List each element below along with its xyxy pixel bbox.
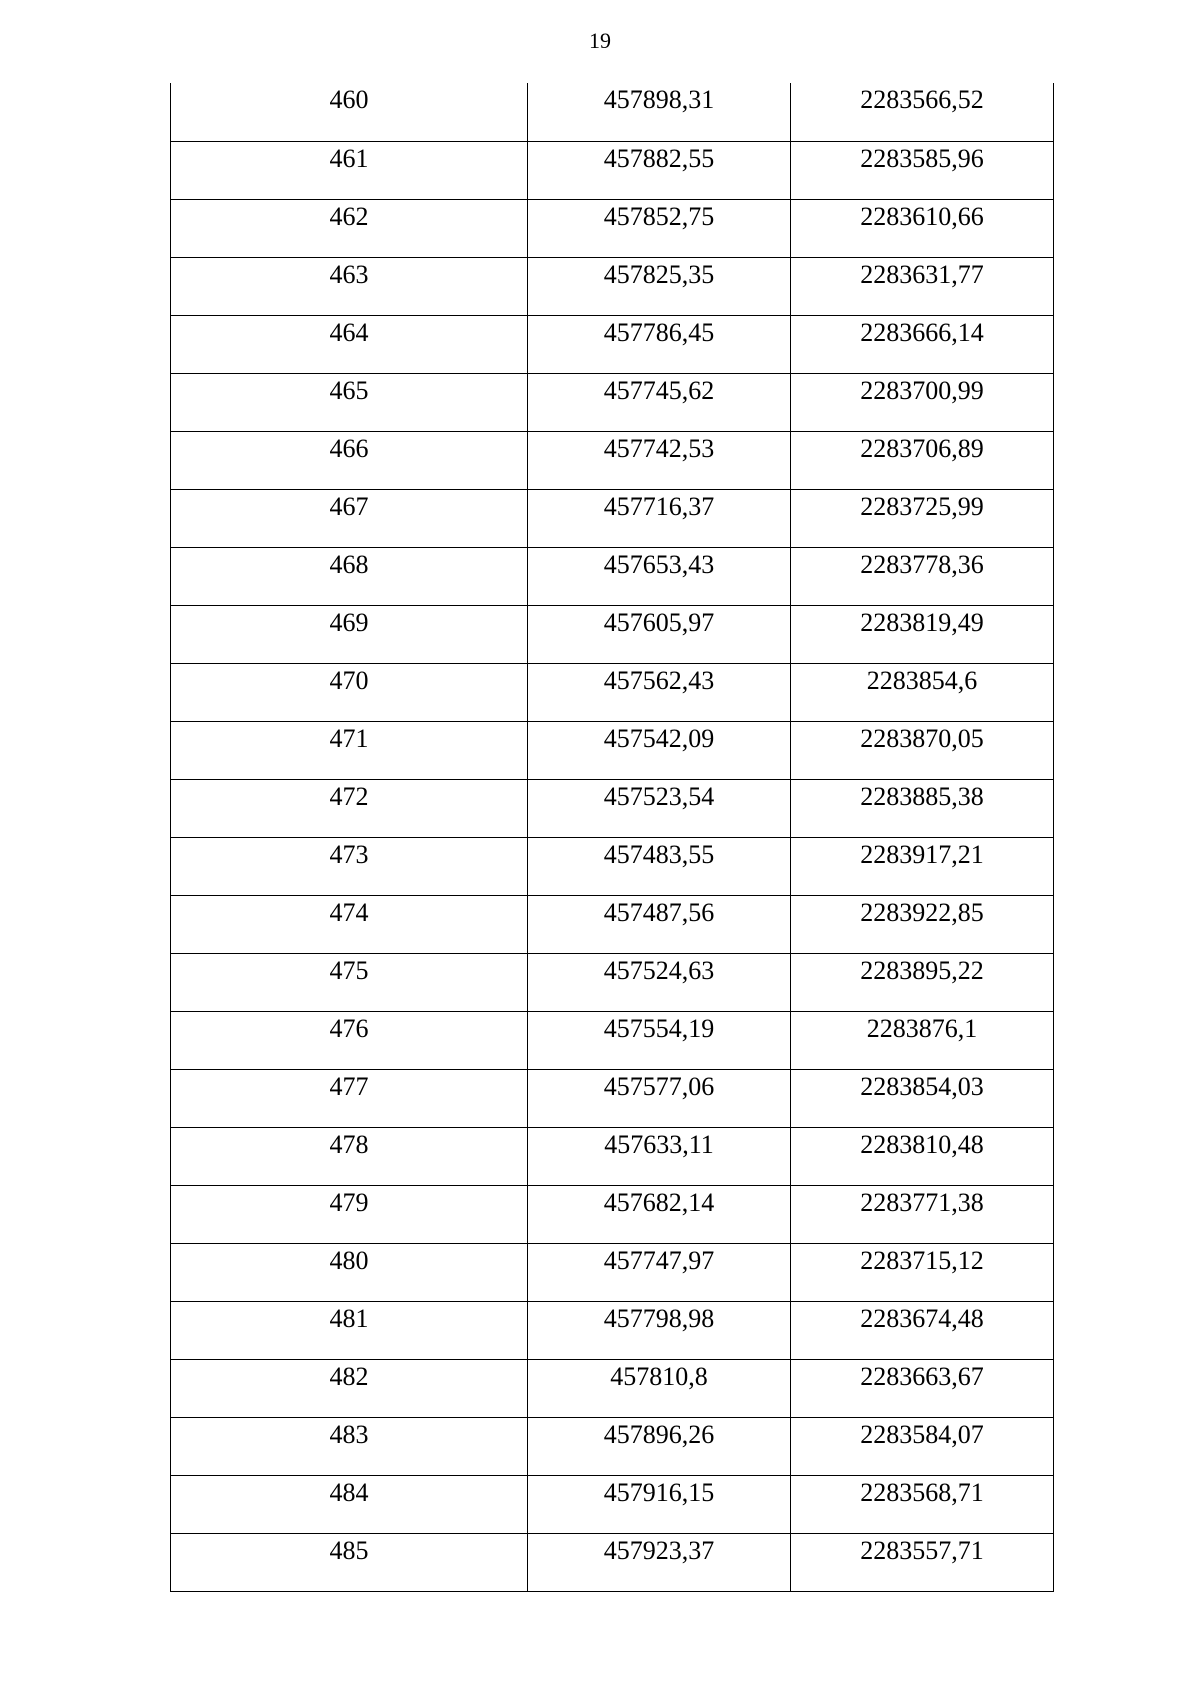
table-row [171,83,1054,141]
point-number-cell: 473 [171,837,528,895]
x-coordinate-cell: 457852,75 [528,199,791,257]
point-number-cell: 468 [171,547,528,605]
table-row [171,257,1054,315]
x-coordinate-cell: 457786,45 [528,315,791,373]
y-coordinate-cell: 2283663,67 [791,1359,1054,1417]
point-number-cell: 467 [171,489,528,547]
table-row [171,953,1054,1011]
point-number-cell: 474 [171,895,528,953]
x-coordinate-cell: 457524,63 [528,953,791,1011]
point-number-cell: 472 [171,779,528,837]
point-number-cell: 461 [171,141,528,199]
y-coordinate-cell: 2283557,71 [791,1533,1054,1591]
x-coordinate-cell: 457653,43 [528,547,791,605]
table-row [171,431,1054,489]
point-number-cell: 482 [171,1359,528,1417]
x-coordinate-cell: 457562,43 [528,663,791,721]
page-number: 19 [589,28,611,53]
point-number-cell: 481 [171,1301,528,1359]
table-row [171,1011,1054,1069]
y-coordinate-cell: 2283584,07 [791,1417,1054,1475]
y-coordinate-cell: 2283706,89 [791,431,1054,489]
table-row [171,315,1054,373]
y-coordinate-cell: 2283885,38 [791,779,1054,837]
point-number-cell: 485 [171,1533,528,1591]
x-coordinate-cell: 457923,37 [528,1533,791,1591]
coordinates-table [170,83,1054,1592]
point-number-cell: 465 [171,373,528,431]
table-row [171,489,1054,547]
point-number-cell: 475 [171,953,528,1011]
table-row [171,605,1054,663]
point-number-cell: 480 [171,1243,528,1301]
x-coordinate-cell: 457487,56 [528,895,791,953]
x-coordinate-cell: 457605,97 [528,605,791,663]
point-number-cell: 476 [171,1011,528,1069]
point-number-cell: 483 [171,1417,528,1475]
y-coordinate-cell: 2283876,1 [791,1011,1054,1069]
table-row [171,373,1054,431]
point-number-cell: 469 [171,605,528,663]
table-row [171,199,1054,257]
point-number-cell: 470 [171,663,528,721]
y-coordinate-cell: 2283631,77 [791,257,1054,315]
y-coordinate-cell: 2283771,38 [791,1185,1054,1243]
y-coordinate-cell: 2283870,05 [791,721,1054,779]
y-coordinate-cell: 2283854,6 [791,663,1054,721]
x-coordinate-cell: 457554,19 [528,1011,791,1069]
table-row [171,1533,1054,1591]
point-number-cell: 460 [171,83,528,141]
table-row [171,663,1054,721]
x-coordinate-cell: 457810,8 [528,1359,791,1417]
x-coordinate-cell: 457682,14 [528,1185,791,1243]
table-row [171,1417,1054,1475]
x-coordinate-cell: 457523,54 [528,779,791,837]
table-row [171,547,1054,605]
table-row [171,1185,1054,1243]
table-row [171,1243,1054,1301]
x-coordinate-cell: 457742,53 [528,431,791,489]
y-coordinate-cell: 2283854,03 [791,1069,1054,1127]
x-coordinate-cell: 457916,15 [528,1475,791,1533]
point-number-cell: 462 [171,199,528,257]
y-coordinate-cell: 2283566,52 [791,83,1054,141]
x-coordinate-cell: 457898,31 [528,83,791,141]
x-coordinate-cell: 457577,06 [528,1069,791,1127]
y-coordinate-cell: 2283674,48 [791,1301,1054,1359]
point-number-cell: 471 [171,721,528,779]
y-coordinate-cell: 2283568,71 [791,1475,1054,1533]
x-coordinate-cell: 457633,11 [528,1127,791,1185]
point-number-cell: 479 [171,1185,528,1243]
y-coordinate-cell: 2283585,96 [791,141,1054,199]
x-coordinate-cell: 457896,26 [528,1417,791,1475]
y-coordinate-cell: 2283922,85 [791,895,1054,953]
x-coordinate-cell: 457483,55 [528,837,791,895]
table-row [171,1069,1054,1127]
table-row [171,1127,1054,1185]
table-row [171,1359,1054,1417]
point-number-cell: 477 [171,1069,528,1127]
x-coordinate-cell: 457882,55 [528,141,791,199]
x-coordinate-cell: 457747,97 [528,1243,791,1301]
y-coordinate-cell: 2283778,36 [791,547,1054,605]
point-number-cell: 478 [171,1127,528,1185]
y-coordinate-cell: 2283715,12 [791,1243,1054,1301]
x-coordinate-cell: 457825,35 [528,257,791,315]
coordinates-table-body [171,83,1054,1591]
table-row [171,1301,1054,1359]
point-number-cell: 466 [171,431,528,489]
x-coordinate-cell: 457745,62 [528,373,791,431]
y-coordinate-cell: 2283819,49 [791,605,1054,663]
table-row [171,1475,1054,1533]
x-coordinate-cell: 457798,98 [528,1301,791,1359]
point-number-cell: 463 [171,257,528,315]
y-coordinate-cell: 2283725,99 [791,489,1054,547]
point-number-cell: 464 [171,315,528,373]
table-row [171,837,1054,895]
table-row [171,895,1054,953]
y-coordinate-cell: 2283666,14 [791,315,1054,373]
y-coordinate-cell: 2283895,22 [791,953,1054,1011]
table-row [171,141,1054,199]
x-coordinate-cell: 457716,37 [528,489,791,547]
table-row [171,779,1054,837]
y-coordinate-cell: 2283610,66 [791,199,1054,257]
point-number-cell: 484 [171,1475,528,1533]
y-coordinate-cell: 2283917,21 [791,837,1054,895]
x-coordinate-cell: 457542,09 [528,721,791,779]
y-coordinate-cell: 2283810,48 [791,1127,1054,1185]
table-row [171,721,1054,779]
y-coordinate-cell: 2283700,99 [791,373,1054,431]
